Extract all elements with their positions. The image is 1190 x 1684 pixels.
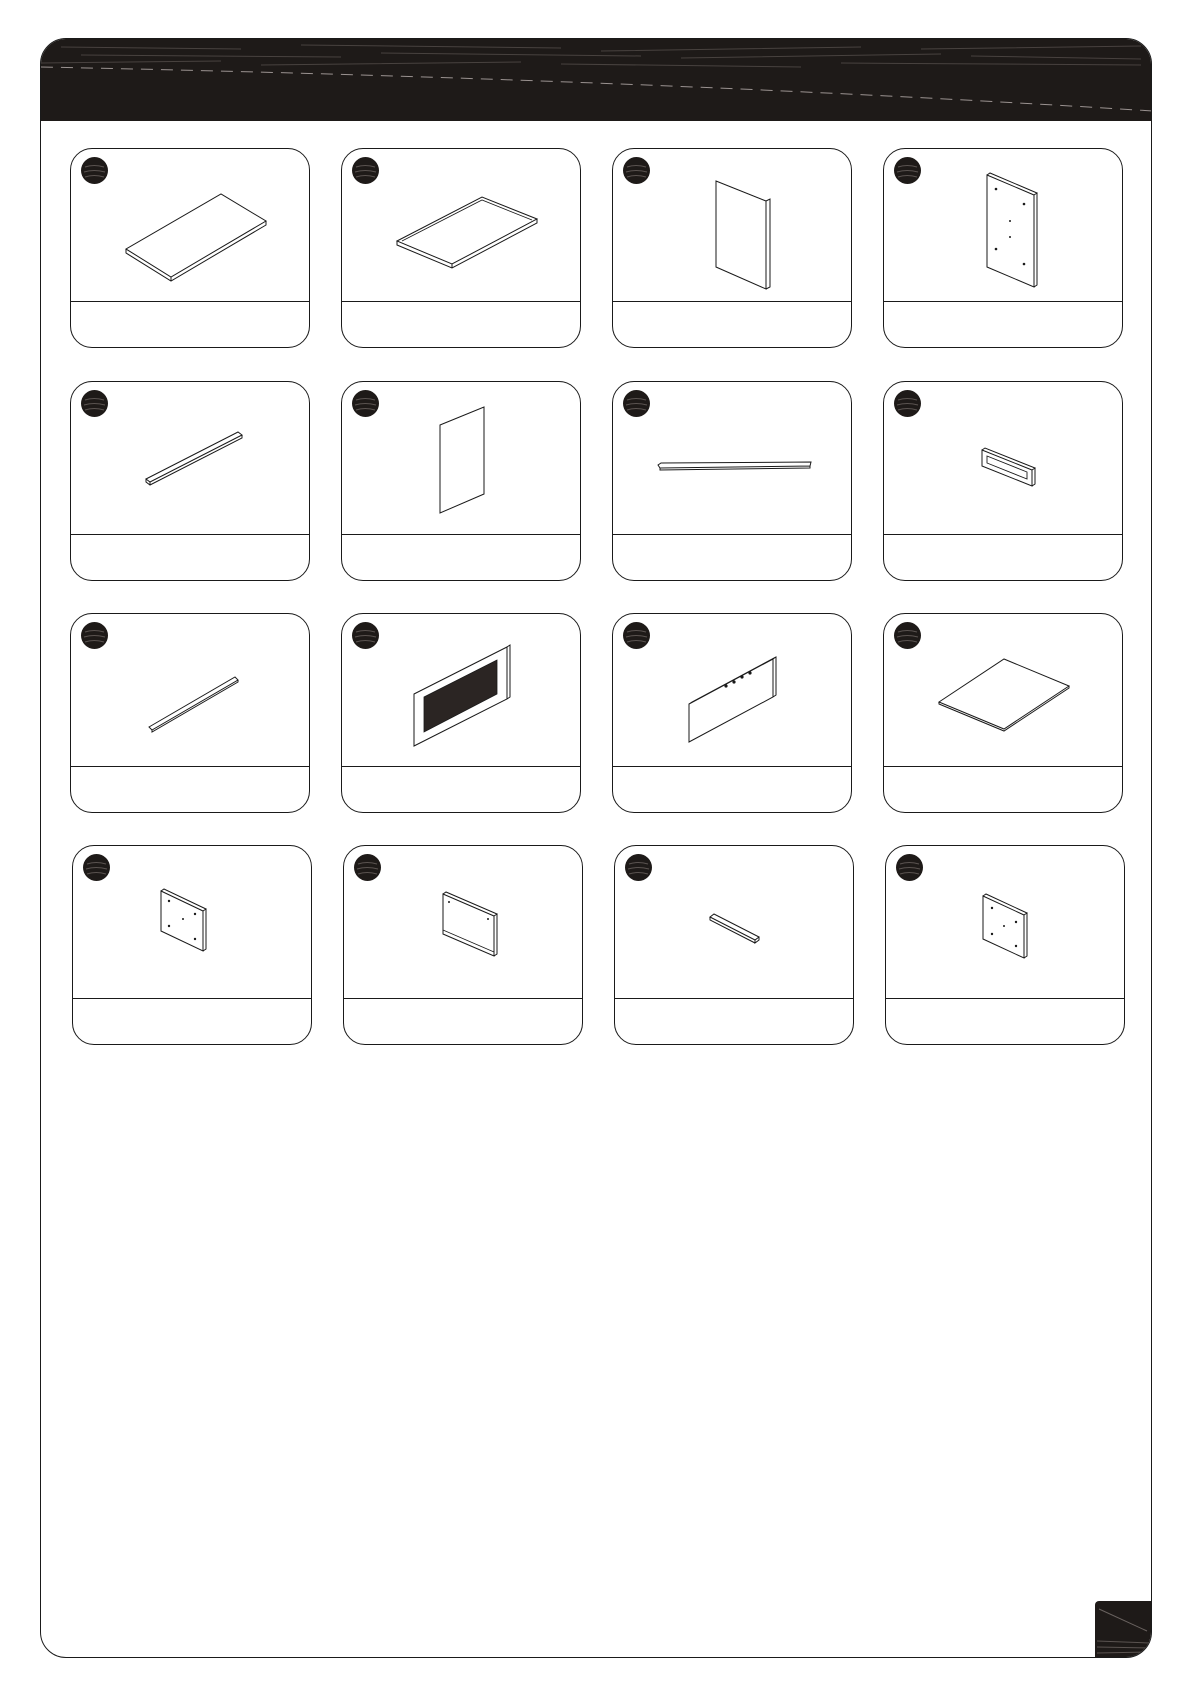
upright-panel-drawing <box>613 149 852 301</box>
card-divider <box>71 301 309 302</box>
part-card-6 <box>341 381 581 581</box>
mesh-panel-drawing <box>342 614 581 766</box>
card-divider <box>884 534 1122 535</box>
slotted-bracket-drawing <box>884 382 1123 534</box>
dowel-rod-drawing <box>71 614 310 766</box>
part-card-2 <box>341 148 581 348</box>
part-caption <box>884 768 1122 812</box>
header-band <box>41 39 1151 121</box>
part-card-16 <box>885 845 1125 1045</box>
part-caption <box>615 1000 853 1044</box>
long-rail-drawing <box>613 382 852 534</box>
part-caption <box>342 303 580 347</box>
part-caption <box>884 303 1122 347</box>
small-side-panel-drawing <box>886 846 1125 998</box>
part-card-5 <box>70 381 310 581</box>
part-caption <box>886 1000 1124 1044</box>
card-divider <box>884 766 1122 767</box>
part-card-4 <box>883 148 1123 348</box>
card-divider <box>342 534 580 535</box>
part-card-13 <box>72 845 312 1045</box>
part-card-3 <box>612 148 852 348</box>
short-strip-drawing <box>71 382 310 534</box>
part-caption <box>73 1000 311 1044</box>
part-caption <box>613 303 851 347</box>
drawer-front-drawing <box>344 846 583 998</box>
card-divider <box>344 998 582 999</box>
small-strip-drawing <box>615 846 854 998</box>
drilled-rail-panel-drawing <box>613 614 852 766</box>
part-card-1 <box>70 148 310 348</box>
part-card-15 <box>614 845 854 1045</box>
part-card-14 <box>343 845 583 1045</box>
part-card-7 <box>612 381 852 581</box>
card-divider <box>71 534 309 535</box>
glass-shelf-drawing <box>884 614 1123 766</box>
card-divider <box>342 301 580 302</box>
part-card-12 <box>883 613 1123 813</box>
tab-texture <box>1095 1601 1151 1657</box>
card-divider <box>73 998 311 999</box>
header-texture <box>41 39 1152 121</box>
part-caption <box>342 536 580 580</box>
part-card-9 <box>70 613 310 813</box>
part-caption <box>342 768 580 812</box>
grooved-panel-drawing <box>342 149 581 301</box>
card-divider <box>613 301 851 302</box>
drilled-side-panel-drawing <box>884 149 1123 301</box>
part-caption <box>344 1000 582 1044</box>
page-number-tab <box>1095 1601 1151 1657</box>
part-caption <box>71 303 309 347</box>
card-divider <box>71 766 309 767</box>
part-card-10 <box>341 613 581 813</box>
small-drilled-panel-drawing <box>73 846 312 998</box>
card-divider <box>615 998 853 999</box>
card-divider <box>613 766 851 767</box>
part-caption <box>884 536 1122 580</box>
card-divider <box>613 534 851 535</box>
part-card-8 <box>883 381 1123 581</box>
part-caption <box>71 536 309 580</box>
part-card-11 <box>612 613 852 813</box>
part-caption <box>613 768 851 812</box>
thin-back-panel-drawing <box>342 382 581 534</box>
flat-panel-wide-drawing <box>71 149 310 301</box>
card-divider <box>342 766 580 767</box>
part-caption <box>71 768 309 812</box>
part-caption <box>613 536 851 580</box>
card-divider <box>884 301 1122 302</box>
card-divider <box>886 998 1124 999</box>
